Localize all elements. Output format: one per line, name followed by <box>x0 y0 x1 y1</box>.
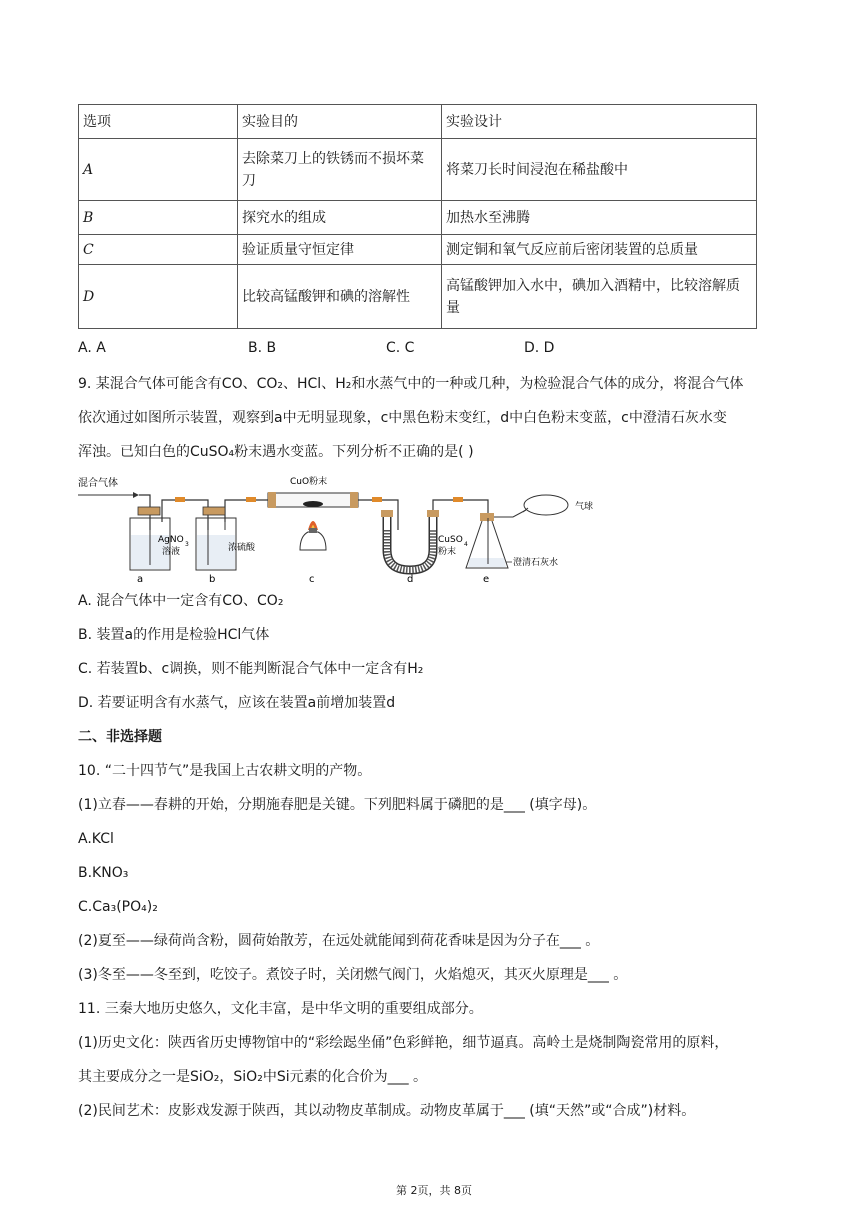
table-row <box>79 139 757 201</box>
label-c: c <box>309 574 315 585</box>
q9-stem-line2: 依次通过如图所示装置，观察到a中无明显现象，c中黑色粉末变红，d中白色粉末变蓝，c中澄清石灰水变 <box>78 410 727 426</box>
balloon-icon <box>524 495 568 515</box>
q9-option-b[interactable]: B. 装置a的作用是检验HCl气体 <box>78 627 270 643</box>
bottle-b <box>196 507 256 570</box>
table-cell: 比较高锰酸钾和碘的溶解性 <box>238 265 442 329</box>
q9-option-d[interactable]: D. 若要证明含有水蒸气，应该在装置a前增加装置d <box>78 695 396 711</box>
table-cell: 验证质量守恒定律 <box>238 235 442 265</box>
table-header: 选项 <box>79 105 238 139</box>
arrow-head-icon <box>133 492 139 498</box>
bottle-a <box>130 507 189 570</box>
page-footer: 第 2页，共 8页 <box>396 1184 472 1197</box>
q10-part1: (1)立春——春耕的开始，分期施春肥是关键。下列肥料属于磷肥的是___ (填字母)。 <box>78 797 597 813</box>
cuo-label: CuO粉末 <box>290 477 328 487</box>
table-row <box>79 265 757 329</box>
b-reagent-label: 浓硫酸 <box>228 543 256 553</box>
label-a: a <box>137 574 144 585</box>
combustion-tube-c <box>268 475 358 550</box>
table-header: 实验设计 <box>442 105 757 139</box>
a-reagent-subscript: 3 <box>185 541 189 548</box>
table-cell: 将菜刀长时间浸泡在稀盐酸中 <box>442 139 757 201</box>
table-header: 实验目的 <box>238 105 442 139</box>
table-cell: 加热水至沸腾 <box>442 201 757 235</box>
q11-part1-line1: (1)历史文化：陕西省历史博物馆中的“彩绘跽坐俑”色彩鲜艳，细节逼真。高岭土是烧制陶瓷常用的原料， <box>78 1035 729 1051</box>
q10-option-c: C.Ca₃(PO₄)₂ <box>78 899 158 915</box>
u-tube-d <box>381 510 468 570</box>
flask-e <box>466 495 593 568</box>
table-cell: 去除菜刀上的铁锈而不损坏菜刀 <box>238 139 442 201</box>
a-reagent-label: AgNO <box>158 535 184 545</box>
d-reagent-label: CuSO <box>438 535 463 545</box>
table-cell: 高锰酸钾加入水中，碘加入酒精中，比较溶解质量 <box>442 265 757 329</box>
q11-part2: (2)民间艺术：皮影戏发源于陕西，其以动物皮革制成。动物皮革属于___ (填“天然”或“合成”)材料。 <box>78 1103 696 1119</box>
q9-option-a[interactable]: A. 混合气体中一定含有CO、CO₂ <box>78 593 284 609</box>
table-cell: C <box>79 235 238 265</box>
q11-part1-line2: 其主要成分之一是SiO₂，SiO₂中Si元素的化合价为___ 。 <box>78 1069 428 1085</box>
experiment-table <box>78 104 757 329</box>
q11-stem: 11. 三秦大地历史悠久，文化丰富，是中华文明的重要组成部分。 <box>78 1001 483 1017</box>
section-title: 二、非选择题 <box>78 729 162 745</box>
label-d: d <box>407 574 414 585</box>
q9-stem-line1: 9. 某混合气体可能含有CO、CO₂、HCl、H₂和水蒸气中的一种或几种，为检验混合气体的成分，将混合气体 <box>78 376 744 392</box>
q10-option-a: A.KCl <box>78 831 114 847</box>
q10-part2: (2)夏至——绿荷尚含粉，圆荷始散芳，在远处就能闻到荷花香味是因为分子在___ 。 <box>78 933 600 949</box>
d-reagent-subscript: 4 <box>464 541 468 548</box>
apparatus-diagram <box>78 470 598 585</box>
choice-b[interactable]: B. B <box>248 340 277 356</box>
inlet-label: 混合气体 <box>78 478 118 489</box>
d-reagent-label2: 粉末 <box>438 547 457 557</box>
label-b: b <box>209 574 216 585</box>
table-cell: A <box>79 139 238 201</box>
q10-stem: 10. “二十四节气”是我国上古农耕文明的产物。 <box>78 763 372 779</box>
table-cell: 探究水的组成 <box>238 201 442 235</box>
q9-option-c[interactable]: C. 若装置b、c调换，则不能判断混合气体中一定含有H₂ <box>78 661 424 677</box>
table-cell: 测定铜和氧气反应前后密闭装置的总质量 <box>442 235 757 265</box>
table-cell: B <box>79 201 238 235</box>
e-reagent-label: 澄清石灰水 <box>513 558 559 568</box>
q10-part3: (3)冬至——冬至到，吃饺子。煮饺子时，关闭燃气阀门，火焰熄灭，其灭火原理是___ 。 <box>78 967 628 983</box>
choice-a[interactable]: A. A <box>78 340 106 356</box>
q9-stem-line3: 浑浊。已知白色的CuSO₄粉末遇水变蓝。下列分析不正确的是( ) <box>78 444 474 460</box>
choice-d[interactable]: D. D <box>524 340 555 356</box>
balloon-label: 气球 <box>575 502 594 512</box>
table-cell: D <box>79 265 238 329</box>
table-row <box>79 201 757 235</box>
q10-option-b: B.KNO₃ <box>78 865 129 881</box>
label-e: e <box>483 574 490 585</box>
choice-c[interactable]: C. C <box>386 340 415 356</box>
a-reagent-label2: 溶液 <box>162 547 181 557</box>
table-row <box>79 235 757 265</box>
